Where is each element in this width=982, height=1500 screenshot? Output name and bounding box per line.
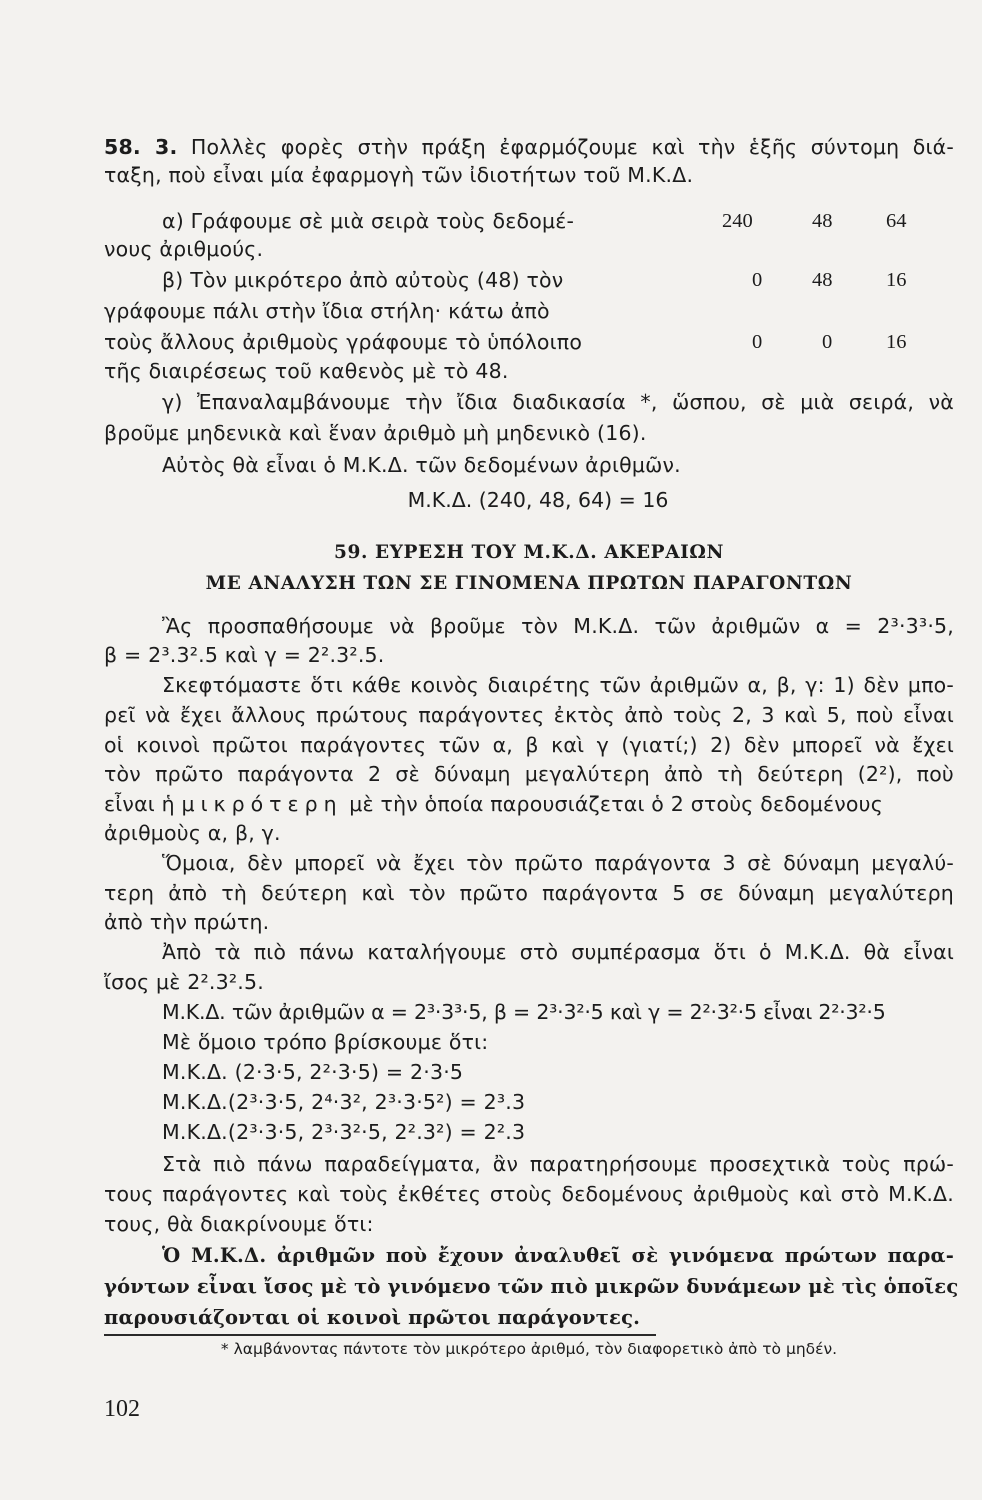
p2-line-5 [104, 790, 954, 818]
p7-line-3: τους, θὰ διακρίνουμε ὅτι: [104, 1212, 374, 1236]
step-c-line-2: βροῦμε μηδενικὰ καὶ ἕναν ἀριθμὸ μὴ μηδενικὸ (16). [104, 421, 647, 445]
page-number: 102 [104, 1396, 140, 1422]
table-cell: 0 [752, 269, 763, 291]
section-58-3-line-1 [104, 133, 954, 161]
p2-line-2: ρεῖ νὰ ἔχει ἄλλους πρώτους παράγοντες ἐκτὸς ἀπὸ τοὺς 2, 3 καὶ 5, ποὺ εἶναι [104, 703, 954, 727]
p2-text: μὲ τὴν ὁποία παρουσιάζεται ὁ 2 στοὺς δεδομένους [342, 792, 883, 816]
table-cell: 16 [886, 331, 907, 353]
table-cell: 48 [812, 269, 833, 291]
step-b-line-1: β) Τὸν μικρότερο ἀπὸ αὐτοὺς (48) τὸν [162, 268, 564, 292]
footnote: * λαμβάνοντας πάντοτε τὸν μικρότερο ἀριθμό, τὸν διαφορετικὸ ἀπὸ τὸ μηδέν. [220, 1340, 838, 1358]
equation-2: Μ.Κ.Δ.(2³·3·5, 2⁴·3², 2³·3·5²) = 2³.3 [162, 1090, 526, 1114]
table-cell: 16 [886, 269, 907, 291]
p2-line-4: τὸν πρῶτο παράγοντα 2 σὲ δύναμη μεγαλύτερη ἀπὸ τὴ δεύτερη (2²), ποὺ [104, 762, 954, 786]
step-a-line-1: α) Γράφουμε σὲ μιὰ σειρὰ τοὺς δεδομέ- [162, 209, 575, 233]
equation-3: Μ.Κ.Δ.(2³·3·5, 2³·3²·5, 2².3²) = 2².3 [162, 1120, 526, 1144]
p2-text: εἶναι ἡ [104, 792, 182, 816]
step-c-line-1: γ) Ἐπαναλαμβάνουμε τὴν ἴδια διαδικασία *, ὥσπου, σὲ μιὰ σειρά, νὰ [162, 390, 954, 414]
gcd-result: Μ.Κ.Δ. (240, 48, 64) = 16 [407, 488, 669, 512]
p2-line-3: οἱ κοινοὶ πρῶτοι παράγοντες τῶν α, β καὶ γ (γιατί;) 2) δὲν μπορεῖ νὰ ἔχει [104, 733, 954, 757]
p2-line-1: Σκεφτόμαστε ὅτι κάθε κοινὸς διαιρέτης τῶν ἀριθμῶν α, β, γ: 1) δὲν μπο- [162, 673, 954, 697]
p3-line-2: τερη ἀπὸ τὴ δεύτερη καὶ τὸν πρῶτο παράγοντα 5 σε δύναμη μεγαλύτερη [104, 881, 954, 905]
step-b-line-4: τῆς διαιρέσεως τοῦ καθενὸς μὲ τὸ 48. [104, 359, 509, 383]
table-cell: 240 [722, 210, 753, 232]
step-c-line-3: Αὐτὸς θὰ εἶναι ὁ Μ.Κ.Δ. τῶν δεδομένων ἀριθμῶν. [162, 453, 681, 477]
section-58-3-text: Πολλὲς φορὲς στὴν πράξη ἐφαρμόζουμε καὶ τὴν ἑξῆς σύντομη διά- [177, 135, 954, 159]
rule-line-1: Ὁ Μ.Κ.Δ. ἀριθμῶν ποὺ ἔχουν ἀναλυθεῖ σὲ γινόμενα πρώτων παρα- [162, 1244, 954, 1267]
p4-line-1: Ἀπὸ τὰ πιὸ πάνω καταλήγουμε στὸ συμπέρασμα ὅτι ὁ Μ.Κ.Δ. θὰ εἶναι [162, 940, 954, 964]
section-58-3-line-2: ταξη, ποὺ εἶναι μία ἐφαρμογὴ τῶν ἰδιοτήτων τοῦ Μ.Κ.Δ. [104, 163, 694, 187]
footnote-divider [104, 1334, 656, 1336]
equation-1: Μ.Κ.Δ. (2·3·5, 2²·3·5) = 2·3·5 [162, 1060, 464, 1084]
step-a-line-2: νους ἀριθμούς. [104, 237, 264, 261]
section-number: 58. 3. [104, 135, 178, 159]
p5-line: Μ.Κ.Δ. τῶν ἀριθμῶν α = 2³·3³·5, β = 2³·3²·5 καὶ γ = 2²·3²·5 εἶναι 2²·3²·5 [162, 1000, 886, 1024]
table-cell: 48 [812, 210, 833, 232]
p7-line-1: Στὰ πιὸ πάνω παραδείγματα, ἂν παρατηρήσουμε προσεχτικὰ τοὺς πρώ- [162, 1152, 954, 1176]
p6-line: Μὲ ὅμοιο τρόπο βρίσκουμε ὅτι: [162, 1030, 489, 1054]
step-b-line-3: τοὺς ἄλλους ἀριθμοὺς γράφουμε τὸ ὑπόλοιπο [104, 330, 583, 354]
emphasis-spaced: μικρότερη [181, 792, 343, 816]
table-cell: 64 [886, 210, 907, 232]
step-b-line-2: γράφουμε πάλι στὴν ἴδια στήλη· κάτω ἀπὸ [104, 299, 550, 323]
rule-line-2: γόντων εἶναι ἴσος μὲ τὸ γινόμενο τῶν πιὸ μικρῶν δυνάμεων μὲ τὶς ὁποῖες [104, 1275, 959, 1298]
section-59-heading: 59. ΕΥΡΕΣΗ ΤΟΥ Μ.Κ.Δ. ΑΚΕΡΑΙΩΝ [334, 542, 724, 563]
p3-line-3: ἀπὸ τὴν πρώτη. [104, 910, 270, 934]
p4-line-2: ἴσος μὲ 2².3².5. [104, 970, 264, 994]
rule-line-3: παρουσιάζονται οἱ κοινοὶ πρῶτοι παράγοντες. [104, 1306, 641, 1329]
p3-line-1: Ὅμοια, δὲν μπορεῖ νὰ ἔχει τὸν πρῶτο παράγοντα 3 σὲ δύναμη μεγαλύ- [162, 851, 954, 875]
p7-line-2: τους παράγοντες καὶ τοὺς ἐκθέτες στοὺς δεδομένους ἀριθμοὺς καὶ στὸ Μ.Κ.Δ. [104, 1182, 954, 1206]
p2-line-6: ἀριθμοὺς α, β, γ. [104, 821, 281, 845]
p1-line-1: Ἂς προσπαθήσουμε νὰ βροῦμε τὸν Μ.Κ.Δ. τῶν ἀριθμῶν α = 2³·3³·5, [162, 614, 954, 638]
table-cell: 0 [752, 331, 763, 353]
p1-line-2: β = 2³.3².5 καὶ γ = 2².3².5. [104, 643, 385, 667]
table-cell: 0 [822, 331, 833, 353]
section-59-subheading: ΜΕ ΑΝΑΛΥΣΗ ΤΩΝ ΣΕ ΓΙΝΟΜΕΝΑ ΠΡΩΤΩΝ ΠΑΡΑΓΟΝΤΩΝ [205, 573, 853, 594]
